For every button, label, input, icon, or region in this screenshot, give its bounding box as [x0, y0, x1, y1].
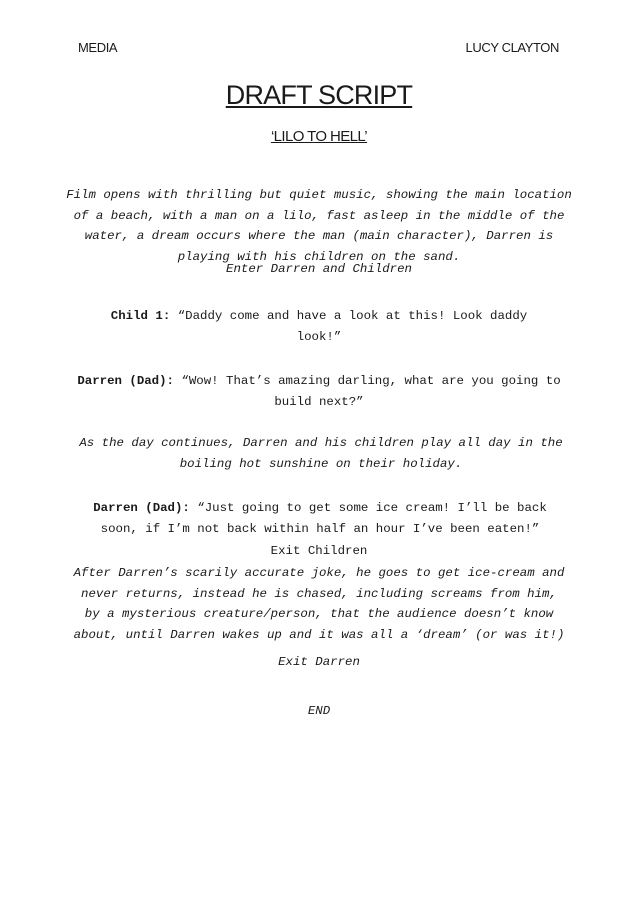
enter-direction: Enter Darren and Children	[226, 262, 412, 276]
stage-direction-day: As the day continues, Darren and his children play all day in the boiling hot sunshine on their holiday.	[79, 436, 563, 471]
dialogue-text: “Just going to get some ice cream! I’ll be back soon, if I’m not back within half an hour I’ve been eaten!”	[100, 501, 547, 536]
dialogue-text: “Wow! That’s amazing darling, what are you going to build next?”	[181, 374, 561, 409]
stage-direction-chase: After Darren’s scarily accurate joke, he goes to get ice-cream and never returns, instead he is chased, including screams from him, by a mysterious creature/person, that the audience doesn’t know about, until Darren wakes up and it was all a ‘dream’ (or was it!)	[73, 566, 565, 642]
dialogue-line-child1	[96, 306, 542, 347]
speaker-name: Darren (Dad):	[77, 374, 174, 388]
dialogue-line-darren-1	[70, 371, 568, 412]
header-author: LUCY CLAYTON	[465, 40, 559, 55]
script-title: ‘LILO TO HELL’	[270, 128, 368, 145]
page-title: DRAFT SCRIPT	[225, 80, 413, 110]
opening-stage-direction: Film opens with thrilling but quiet music, showing the main location of a beach, with a man on a lilo, fast asleep in the middle of the water, a dream occurs where the man (main character), Darren is playing with his children on the sand.	[66, 188, 572, 264]
end-marker: END	[307, 704, 331, 718]
dialogue-line-darren-2	[74, 498, 566, 539]
header-subject: MEDIA	[78, 40, 118, 55]
dialogue-text: “Daddy come and have a look at this! Look daddy look!”	[177, 309, 528, 344]
exit-darren-direction: Exit Darren	[278, 655, 360, 669]
speaker-name: Child 1:	[110, 309, 171, 323]
exit-children-direction: Exit Children	[270, 544, 368, 558]
speaker-name: Darren (Dad):	[93, 501, 190, 515]
